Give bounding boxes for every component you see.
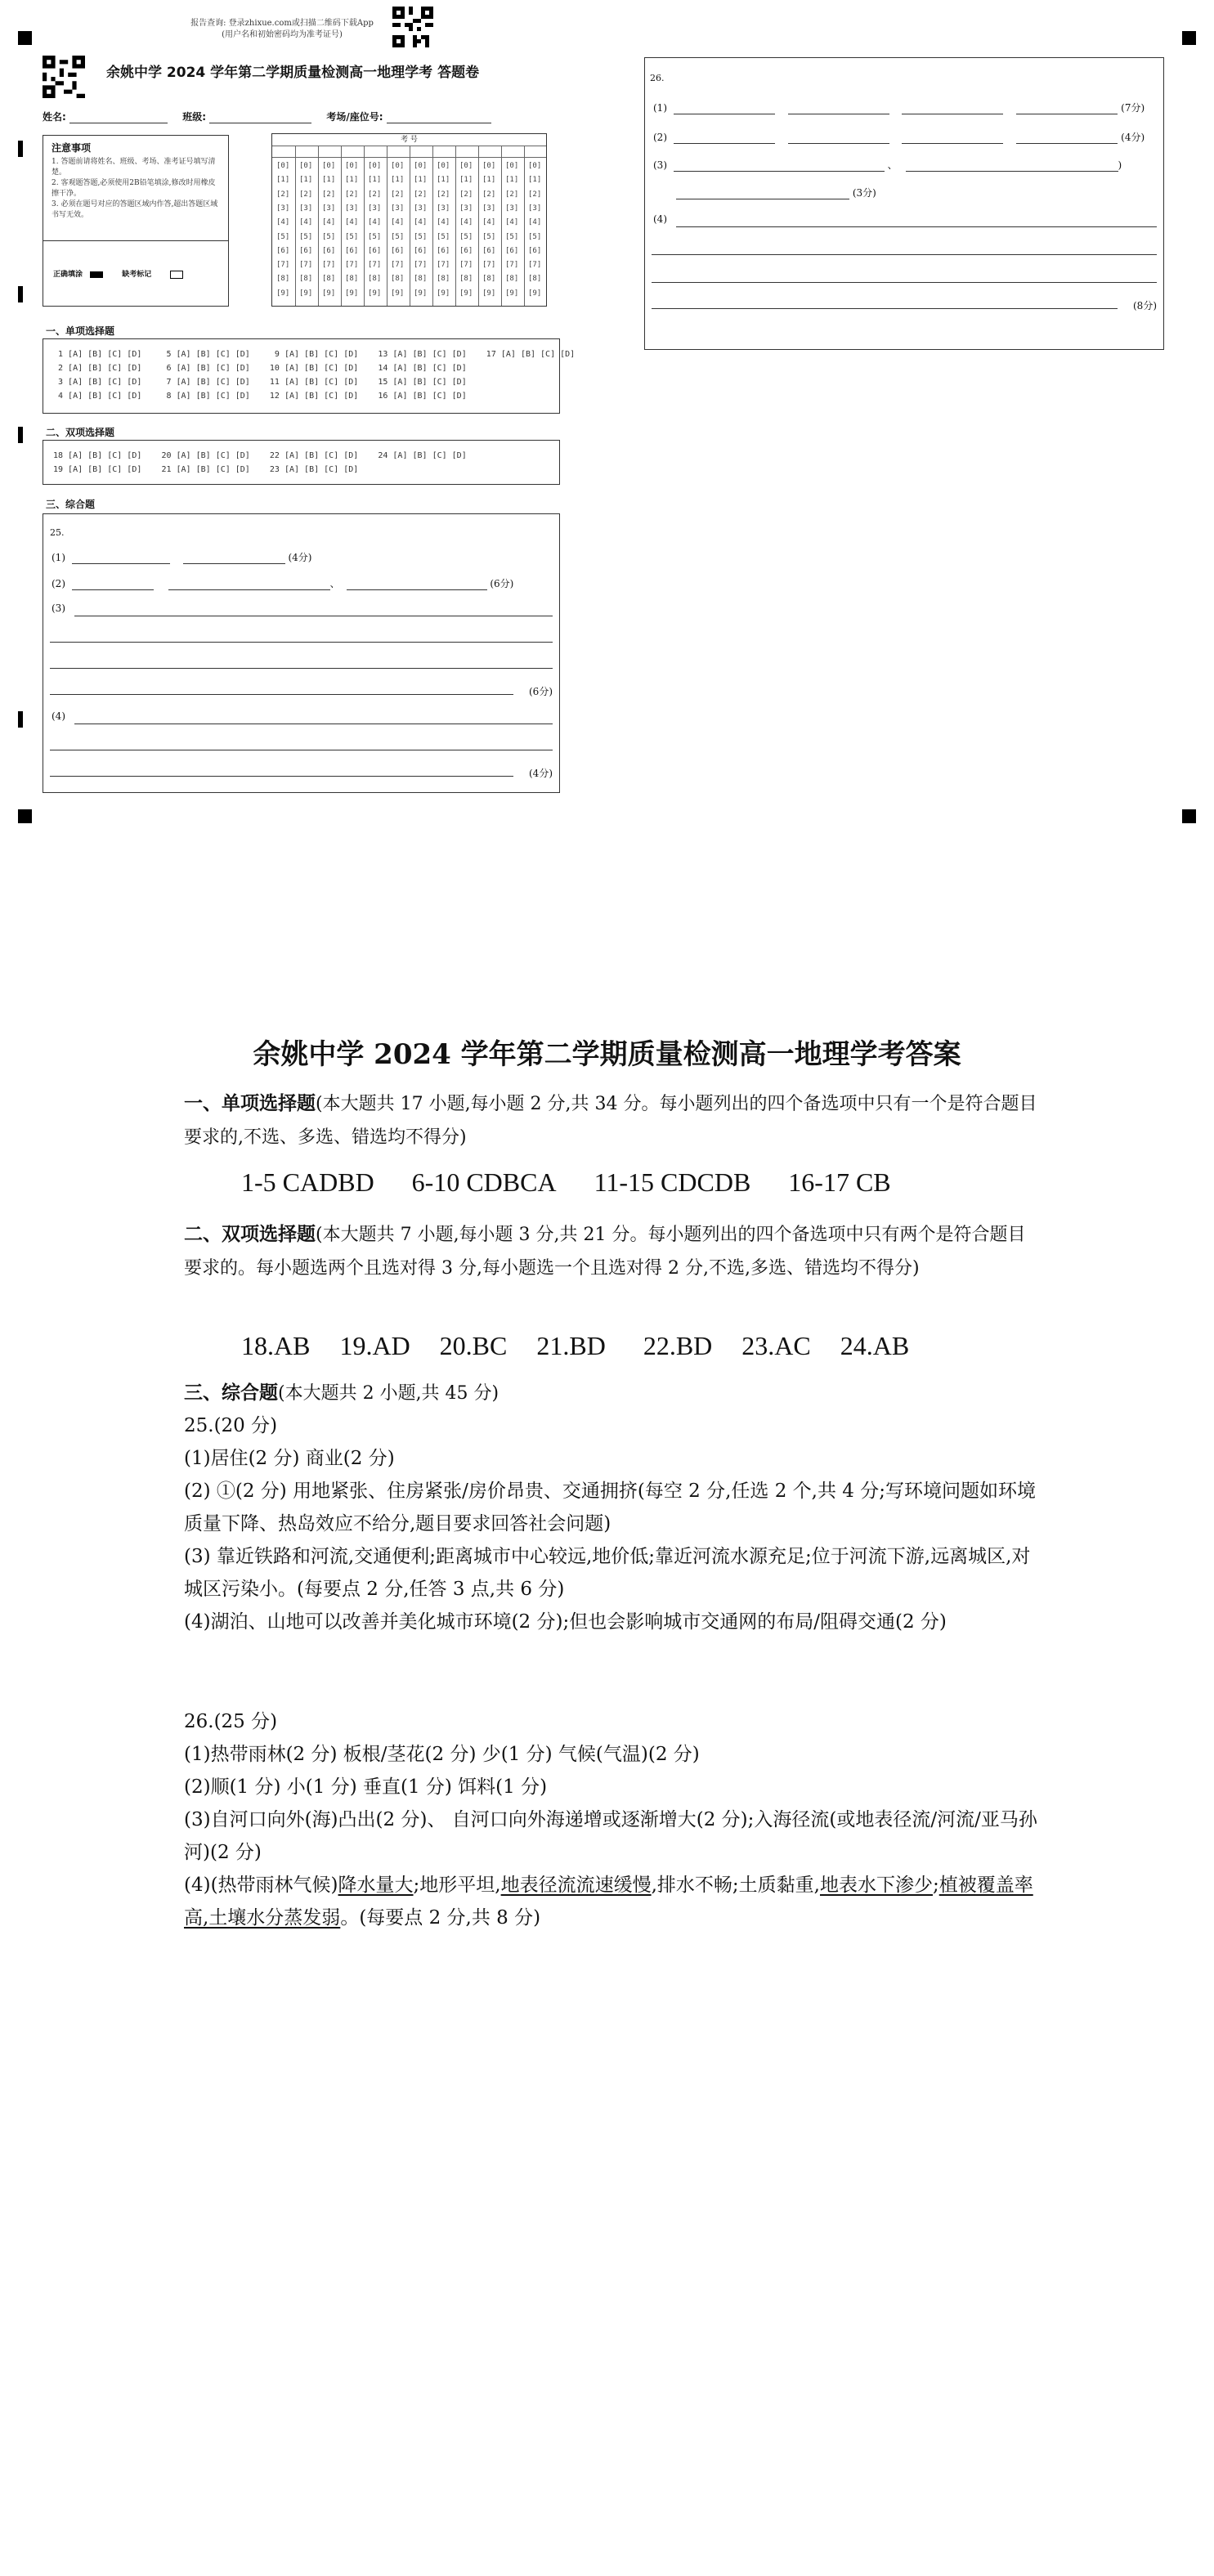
score-label: (3分) — [852, 187, 876, 199]
exam-digit-bubble[interactable]: [8] — [414, 275, 428, 284]
q25-part1-label: (1) — [52, 552, 65, 563]
section3 — [184, 1377, 1042, 1410]
exam-digit-bubble[interactable]: [7] — [322, 261, 336, 270]
exam-digit-bubble[interactable]: [3] — [528, 204, 542, 213]
exam-digit-bubble[interactable]: [2] — [345, 190, 359, 199]
q25-answer-line: (3) 靠近铁路和河流,交通便利;距离城市中心较远,地价低;靠近河流水源充足;位于河流下游,远离城区,对城区污染小。(每要点 2 分,任答 3 点,共 6 分) — [184, 1546, 1031, 1600]
double-choice-title: 二、双项选择题 — [46, 427, 115, 438]
answer-blank[interactable] — [788, 130, 889, 144]
exam-digit-bubble[interactable]: [0] — [368, 162, 382, 170]
exam-digit-bubble[interactable]: [3] — [459, 204, 473, 213]
choice-row[interactable]: 4 [A] [B] [C] [D] 8 [A] [B] [C] [D] 12 [A] [B] [C] [D] 16 [A] [B] [C] [D] — [53, 392, 467, 401]
exam-number-column-divider — [455, 146, 456, 306]
exam-digit-bubble[interactable]: [3] — [505, 204, 519, 213]
exam-digit-bubble[interactable]: [4] — [414, 218, 428, 227]
exam-digit-bubble[interactable]: [6] — [368, 246, 382, 255]
exam-digit-bubble[interactable]: [4] — [276, 218, 290, 227]
exam-number-column-divider — [524, 146, 525, 306]
timing-mark — [18, 286, 23, 302]
exam-digit-bubble[interactable]: [7] — [391, 261, 405, 270]
double-choice-box — [43, 440, 560, 485]
exam-digit-bubble[interactable]: [4] — [322, 218, 336, 227]
answer-blank[interactable] — [168, 576, 330, 590]
q26-part2-label: (2) — [653, 132, 667, 143]
q25-part4-label: (4) — [52, 710, 65, 722]
exam-digit-bubble[interactable]: [3] — [368, 204, 382, 213]
section1-answers — [241, 1167, 891, 1198]
q25-answer-line: (4)湖泊、山地可以改善并美化城市环境(2 分);但也会影响城市交通网的布局/阻碍交通(2 分) — [184, 1611, 947, 1633]
key-point: 植被覆盖率高,土壤水分蒸发弱 — [184, 1875, 1033, 1929]
exam-digit-bubble[interactable]: [9] — [391, 289, 405, 298]
exam-digit-bubble[interactable]: [2] — [391, 190, 405, 199]
exam-digit-bubble[interactable]: [4] — [437, 218, 450, 227]
exam-digit-bubble[interactable]: [3] — [276, 204, 290, 213]
separator: 、 — [329, 578, 340, 589]
exam-digit-bubble[interactable]: [4] — [391, 218, 405, 227]
answer-blank[interactable] — [676, 186, 849, 199]
exam-digit-bubble[interactable]: [1] — [505, 176, 519, 185]
exam-digit-bubble[interactable]: [6] — [505, 246, 519, 255]
exam-digit-bubble[interactable]: [7] — [505, 261, 519, 270]
exam-digit-bubble[interactable]: [3] — [414, 204, 428, 213]
sheet-title: 余姚中学 2024 学年第二学期质量检测高一地理学考 答题卷 — [106, 65, 480, 81]
exam-digit-bubble[interactable]: [2] — [276, 190, 290, 199]
exam-digit-bubble[interactable]: [9] — [528, 289, 542, 298]
q26-part1 — [653, 101, 1145, 114]
exam-digit-bubble[interactable]: [4] — [345, 218, 359, 227]
answer-line[interactable] — [676, 226, 1157, 227]
student-info-row — [43, 110, 491, 123]
key-point: 地表径流流速缓慢 — [500, 1875, 652, 1896]
notice-box — [43, 135, 229, 307]
text-run: (4)(热带雨林气候) — [184, 1875, 338, 1896]
fill-legend — [53, 268, 183, 279]
section1 — [184, 1087, 1042, 1154]
answer-blank[interactable] — [183, 550, 285, 564]
q26-answer-line: (1)热带雨林(2 分) 板根/茎花(2 分) 少(1 分) 气候(气温)(2 分) — [184, 1744, 700, 1765]
answer-item: 23.AC — [741, 1331, 811, 1360]
exam-digit-bubble[interactable]: [9] — [345, 289, 359, 298]
timing-mark — [18, 711, 23, 728]
text-run: ; — [932, 1875, 939, 1896]
exam-digit-bubble[interactable]: [7] — [528, 261, 542, 270]
absent-mark-checkbox[interactable] — [170, 271, 183, 279]
exam-digit-bubble[interactable]: [4] — [528, 218, 542, 227]
exam-digit-bubble[interactable]: [0] — [459, 162, 473, 170]
exam-digit-bubble[interactable]: [2] — [482, 190, 496, 199]
q26-answer-line-4 — [184, 1869, 1042, 1934]
choice-row[interactable]: 19 [A] [B] [C] [D] 21 [A] [B] [C] [D] 23 [A] [B] [C] [D] — [53, 465, 359, 474]
answer-blank[interactable] — [347, 576, 487, 590]
exam-digit-bubble[interactable]: [7] — [276, 261, 290, 270]
answer-line[interactable] — [50, 642, 553, 643]
comprehensive-title: 三、综合题 — [46, 499, 96, 510]
answer-group: 6-10 CDBCA — [411, 1167, 557, 1197]
exam-number-column-divider — [341, 146, 342, 306]
corner-mark — [1182, 809, 1196, 823]
report-query-note — [176, 18, 388, 41]
exam-digit-bubble[interactable]: [4] — [299, 218, 313, 227]
notice-title: 注意事项 — [52, 142, 92, 154]
exam-digit-bubble[interactable]: [7] — [345, 261, 359, 270]
exam-digit-bubble[interactable]: [6] — [437, 246, 450, 255]
q26-part3-line2 — [676, 186, 876, 199]
exam-digit-bubble[interactable]: [5] — [322, 232, 336, 241]
answer-blank[interactable] — [902, 130, 1003, 144]
name-label: 姓名: — [43, 111, 66, 123]
single-choice-title: 一、单项选择题 — [46, 325, 115, 337]
corner-mark — [18, 31, 32, 45]
exam-digit-bubble[interactable]: [9] — [322, 289, 336, 298]
exam-digit-bubble[interactable]: [3] — [437, 204, 450, 213]
answer-key-title: 余姚中学 2024 学年第二学期质量检测高一地理学考答案 — [253, 1038, 961, 1071]
exam-digit-bubble[interactable]: [5] — [368, 232, 382, 241]
answer-blank[interactable] — [1016, 130, 1118, 144]
answer-blank[interactable] — [72, 576, 154, 590]
text-run: ;地形平坦, — [413, 1875, 501, 1896]
exam-digit-bubble[interactable]: [4] — [482, 218, 496, 227]
exam-digit-bubble[interactable]: [1] — [391, 176, 405, 185]
q25-part3-label: (3) — [52, 603, 65, 614]
qr-code-icon — [43, 56, 85, 98]
q25-box — [43, 513, 560, 793]
answer-blank[interactable] — [674, 130, 775, 144]
key-point: 降水量大 — [338, 1875, 414, 1896]
answer-blank[interactable] — [1016, 101, 1118, 114]
exam-digit-bubble[interactable]: [1] — [345, 176, 359, 185]
text-run: ,排水不畅;土质黏重, — [651, 1875, 820, 1896]
notice-list — [52, 157, 219, 221]
exam-digit-bubble[interactable]: [8] — [276, 275, 290, 284]
exam-digit-bubble[interactable]: [9] — [276, 289, 290, 298]
exam-digit-bubble[interactable]: [2] — [528, 190, 542, 199]
section2-heading: 二、双项选择题 — [184, 1224, 316, 1245]
q26-answer-line: (3)自河口向外(海)凸出(2 分)、 自河口向外海递增或逐渐增大(2 分);入海径流(或地表径流/河流/亚马孙河)(2 分) — [184, 1809, 1037, 1863]
score-label: (6分) — [529, 686, 553, 697]
exam-number-header: 考 号 — [272, 134, 546, 146]
exam-number-column-divider — [478, 146, 479, 306]
section2 — [184, 1218, 1042, 1285]
exam-digit-bubble[interactable]: [6] — [299, 246, 313, 255]
class-label: 班级: — [182, 111, 206, 123]
q25-answers — [184, 1409, 1042, 1638]
exam-digit-bubble[interactable]: [1] — [322, 176, 336, 185]
answer-item: 18.AB — [241, 1331, 311, 1360]
exam-digit-bubble[interactable]: [9] — [437, 289, 450, 298]
answer-line[interactable] — [50, 668, 553, 669]
q26-heading: 26.(25 分) — [184, 1711, 278, 1732]
exam-digit-bubble[interactable]: [5] — [437, 232, 450, 241]
exam-digit-bubble[interactable]: [2] — [368, 190, 382, 199]
q26-part3 — [653, 158, 1122, 172]
answer-group: 16-17 CB — [788, 1167, 891, 1197]
exam-number-column-divider — [501, 146, 502, 306]
q26-part1-label: (1) — [653, 102, 667, 114]
exam-digit-bubble[interactable]: [6] — [345, 246, 359, 255]
exam-digit-bubble[interactable]: [3] — [299, 204, 313, 213]
seat-label: 考场/座位号: — [326, 111, 383, 123]
exam-digit-bubble[interactable]: [6] — [528, 246, 542, 255]
exam-digit-bubble[interactable]: [2] — [505, 190, 519, 199]
section1-heading: 一、单项选择题 — [184, 1093, 316, 1114]
exam-digit-bubble[interactable]: [9] — [505, 289, 519, 298]
exam-digit-bubble[interactable]: [0] — [505, 162, 519, 170]
correct-fill-label: 正确填涂 — [53, 271, 83, 279]
exam-number-column-divider — [295, 146, 296, 306]
exam-digit-bubble[interactable]: [8] — [437, 275, 450, 284]
section3-desc: (本大题共 2 小题,共 45 分) — [278, 1383, 499, 1404]
exam-digit-bubble[interactable]: [7] — [368, 261, 382, 270]
separator: 、 — [887, 159, 898, 171]
exam-digit-bubble[interactable]: [5] — [482, 232, 496, 241]
q26-part4-label: (4) — [653, 213, 667, 225]
exam-number-column-divider — [318, 146, 319, 306]
answer-item: 19.AD — [339, 1331, 410, 1360]
answer-blank[interactable] — [674, 158, 885, 172]
exam-digit-bubble[interactable]: [8] — [345, 275, 359, 284]
q26-box — [644, 57, 1164, 350]
q25-part2 — [52, 576, 513, 590]
notice-divider — [43, 240, 228, 241]
timing-mark — [18, 141, 23, 157]
exam-digit-bubble[interactable]: [1] — [528, 176, 542, 185]
exam-digit-bubble[interactable]: [4] — [368, 218, 382, 227]
answer-blank[interactable] — [674, 101, 775, 114]
exam-digit-bubble[interactable]: [1] — [299, 176, 313, 185]
answer-item: 24.AB — [840, 1331, 910, 1360]
exam-digit-bubble[interactable]: [5] — [345, 232, 359, 241]
section1-desc: (本大题共 17 小题,每小题 2 分,共 34 分。每小题列出的四个备选项中只有一个是符合题目要求的,不选、多选、错选均不得分) — [184, 1094, 1037, 1148]
q25-heading: 25.(20 分) — [184, 1415, 278, 1436]
score-label: (4分) — [288, 552, 312, 563]
exam-digit-bubble[interactable]: [3] — [482, 204, 496, 213]
notice-item: 2. 客观题答题,必须使用2B铅笔填涂,修改时用橡皮擦干净。 — [52, 179, 216, 198]
exam-digit-bubble[interactable]: [8] — [482, 275, 496, 284]
choice-row[interactable]: 2 [A] [B] [C] [D] 6 [A] [B] [C] [D] 10 [A] [B] [C] [D] 14 [A] [B] [C] [D] — [53, 364, 467, 373]
exam-digit-bubble[interactable]: [5] — [299, 232, 313, 241]
exam-digit-bubble[interactable]: [8] — [528, 275, 542, 284]
answer-line[interactable] — [652, 254, 1157, 255]
answer-line[interactable] — [50, 694, 513, 695]
seat-field[interactable] — [387, 110, 491, 123]
section2-desc: (本大题共 7 小题,每小题 3 分,共 21 分。每小题列出的四个备选项中只有两个是符合题目要求的。每小题选两个且选对得 3 分,每小题选一个且选对得 2 分,不选,多选、错选均不得分) — [184, 1225, 1026, 1279]
exam-number-column-divider — [432, 146, 433, 306]
separator: ) — [1118, 159, 1122, 171]
username-note: (用户名和初始密码均为准考证号) — [222, 30, 343, 39]
answer-group: 11-15 CDCDB — [594, 1167, 751, 1197]
exam-digit-bubble[interactable]: [2] — [437, 190, 450, 199]
q26-part2 — [653, 130, 1145, 144]
q26-number: 26. — [650, 73, 665, 83]
exam-digit-bubble[interactable]: [6] — [322, 246, 336, 255]
answer-blank[interactable] — [902, 101, 1003, 114]
exam-digit-bubble[interactable]: [7] — [299, 261, 313, 270]
exam-digit-bubble[interactable]: [0] — [437, 162, 450, 170]
exam-digit-bubble[interactable]: [6] — [482, 246, 496, 255]
score-label: (4分) — [1121, 132, 1145, 143]
exam-digit-bubble[interactable]: [8] — [322, 275, 336, 284]
q25-answer-line: (1)居住(2 分) 商业(2 分) — [184, 1448, 395, 1469]
corner-mark — [18, 809, 32, 823]
choice-row[interactable]: 3 [A] [B] [C] [D] 7 [A] [B] [C] [D] 11 [A] [B] [C] [D] 15 [A] [B] [C] [D] — [53, 378, 467, 387]
exam-digit-bubble[interactable]: [0] — [299, 162, 313, 170]
q26-part3-label: (3) — [653, 159, 667, 171]
timing-mark — [18, 427, 23, 443]
exam-digit-bubble[interactable]: [2] — [459, 190, 473, 199]
answer-item: 22.BD — [643, 1331, 713, 1360]
answer-blank[interactable] — [72, 550, 170, 564]
answer-item: 21.BD — [536, 1331, 606, 1360]
q25-part2-label: (2) — [52, 578, 65, 589]
exam-digit-bubble[interactable]: [5] — [276, 232, 290, 241]
report-query-text: 报告查询: 登录zhixue.com或扫描二维码下载App — [190, 19, 374, 28]
name-field[interactable] — [69, 110, 168, 123]
exam-digit-bubble[interactable]: [4] — [505, 218, 519, 227]
exam-digit-bubble[interactable]: [1] — [482, 176, 496, 185]
exam-digit-bubble[interactable]: [2] — [322, 190, 336, 199]
exam-digit-bubble[interactable]: [7] — [459, 261, 473, 270]
exam-digit-bubble[interactable]: [7] — [414, 261, 428, 270]
answer-item: 20.BC — [439, 1331, 508, 1360]
absent-mark-label: 缺考标记 — [122, 271, 152, 279]
exam-digit-bubble[interactable]: [8] — [391, 275, 405, 284]
exam-digit-bubble[interactable]: [6] — [276, 246, 290, 255]
exam-digit-bubble[interactable]: [7] — [437, 261, 450, 270]
exam-digit-bubble[interactable]: [4] — [459, 218, 473, 227]
exam-digit-bubble[interactable]: [2] — [414, 190, 428, 199]
score-label: (8分) — [1133, 300, 1157, 311]
score-label: (6分) — [490, 578, 514, 589]
q25-part1 — [52, 550, 311, 564]
exam-digit-bubble[interactable]: [8] — [368, 275, 382, 284]
exam-digit-bubble[interactable]: [1] — [437, 176, 450, 185]
q26-answer-line: (2)顺(1 分) 小(1 分) 垂直(1 分) 饵料(1 分) — [184, 1776, 548, 1798]
exam-digit-bubble[interactable]: [5] — [414, 232, 428, 241]
exam-digit-bubble[interactable]: [5] — [505, 232, 519, 241]
score-label: (7分) — [1121, 102, 1145, 114]
exam-number-column-divider — [364, 146, 365, 306]
exam-digit-bubble[interactable]: [5] — [391, 232, 405, 241]
single-choice-box — [43, 338, 576, 414]
notice-item: 3. 必须在题号对应的答题区域内作答,超出答题区域书写无效。 — [52, 200, 218, 219]
exam-digit-bubble[interactable]: [3] — [391, 204, 405, 213]
exam-digit-bubble[interactable]: [8] — [299, 275, 313, 284]
section2-answers — [241, 1331, 909, 1361]
class-field[interactable] — [209, 110, 311, 123]
exam-digit-bubble[interactable]: [0] — [482, 162, 496, 170]
exam-digit-bubble[interactable]: [3] — [345, 204, 359, 213]
correct-fill-sample — [90, 271, 103, 278]
exam-digit-bubble[interactable]: [1] — [276, 176, 290, 185]
exam-digit-bubble[interactable]: [9] — [414, 289, 428, 298]
exam-digit-bubble[interactable]: [9] — [459, 289, 473, 298]
answer-blank[interactable] — [788, 101, 889, 114]
key-point: 地表水下渗少 — [819, 1875, 933, 1896]
exam-digit-bubble[interactable]: [5] — [528, 232, 542, 241]
exam-number-grid — [271, 133, 547, 307]
score-label: (4分) — [529, 768, 553, 779]
answer-blank[interactable] — [906, 158, 1118, 172]
exam-digit-bubble[interactable]: [6] — [391, 246, 405, 255]
exam-digit-bubble[interactable]: [9] — [368, 289, 382, 298]
single-choice-rows — [53, 347, 575, 403]
notice-item: 1. 答题前请将姓名、班级、考场、准考证号填写清楚。 — [52, 158, 216, 177]
exam-digit-bubble[interactable]: [9] — [482, 289, 496, 298]
exam-digit-bubble[interactable]: [1] — [368, 176, 382, 185]
exam-digit-bubble[interactable]: [6] — [459, 246, 473, 255]
choice-row[interactable]: 18 [A] [B] [C] [D] 20 [A] [B] [C] [D] 22 [A] [B] [C] [D] 24 [A] [B] [C] [D] — [53, 451, 467, 460]
exam-digit-bubble[interactable]: [9] — [299, 289, 313, 298]
qr-code-icon — [392, 7, 433, 47]
section3-heading: 三、综合题 — [184, 1382, 278, 1404]
exam-digit-bubble[interactable]: [5] — [459, 232, 473, 241]
corner-mark — [1182, 31, 1196, 45]
q25-number: 25. — [50, 527, 65, 538]
exam-digit-bubble[interactable]: [0] — [414, 162, 428, 170]
exam-digit-bubble[interactable]: [0] — [391, 162, 405, 170]
exam-digit-bubble[interactable]: [0] — [276, 162, 290, 170]
exam-digit-bubble[interactable]: [1] — [459, 176, 473, 185]
exam-digit-bubble[interactable]: [8] — [505, 275, 519, 284]
text-run: 。(每要点 2 分,共 8 分) — [340, 1907, 541, 1929]
exam-digit-bubble[interactable]: [0] — [322, 162, 336, 170]
exam-digit-bubble[interactable]: [1] — [414, 176, 428, 185]
exam-digit-bubble[interactable]: [7] — [482, 261, 496, 270]
answer-line[interactable] — [652, 308, 1118, 309]
exam-digit-bubble[interactable]: [6] — [414, 246, 428, 255]
exam-digit-bubble[interactable]: [0] — [345, 162, 359, 170]
exam-digit-bubble[interactable]: [8] — [459, 275, 473, 284]
answer-group: 1-5 CADBD — [241, 1167, 374, 1197]
choice-row[interactable]: 1 [A] [B] [C] [D] 5 [A] [B] [C] [D] 9 [A] [B] [C] [D] 13 [A] [B] [C] [D] 17 [A] [B] [C] [D] — [53, 350, 576, 359]
exam-digit-bubble[interactable]: [0] — [528, 162, 542, 170]
answer-line[interactable] — [652, 282, 1157, 283]
q25-answer-line: (2) ①(2 分) 用地紧张、住房紧张/房价昂贵、交通拥挤(每空 2 分,任选 2 个,共 4 分;写环境问题如环境质量下降、热岛效应不给分,题目要求回答社会问题) — [184, 1481, 1036, 1534]
q26-answers — [184, 1705, 1042, 1934]
exam-digit-bubble[interactable]: [3] — [322, 204, 336, 213]
exam-digit-bubble[interactable]: [2] — [299, 190, 313, 199]
answer-line[interactable] — [50, 776, 513, 777]
double-choice-rows — [53, 449, 467, 477]
